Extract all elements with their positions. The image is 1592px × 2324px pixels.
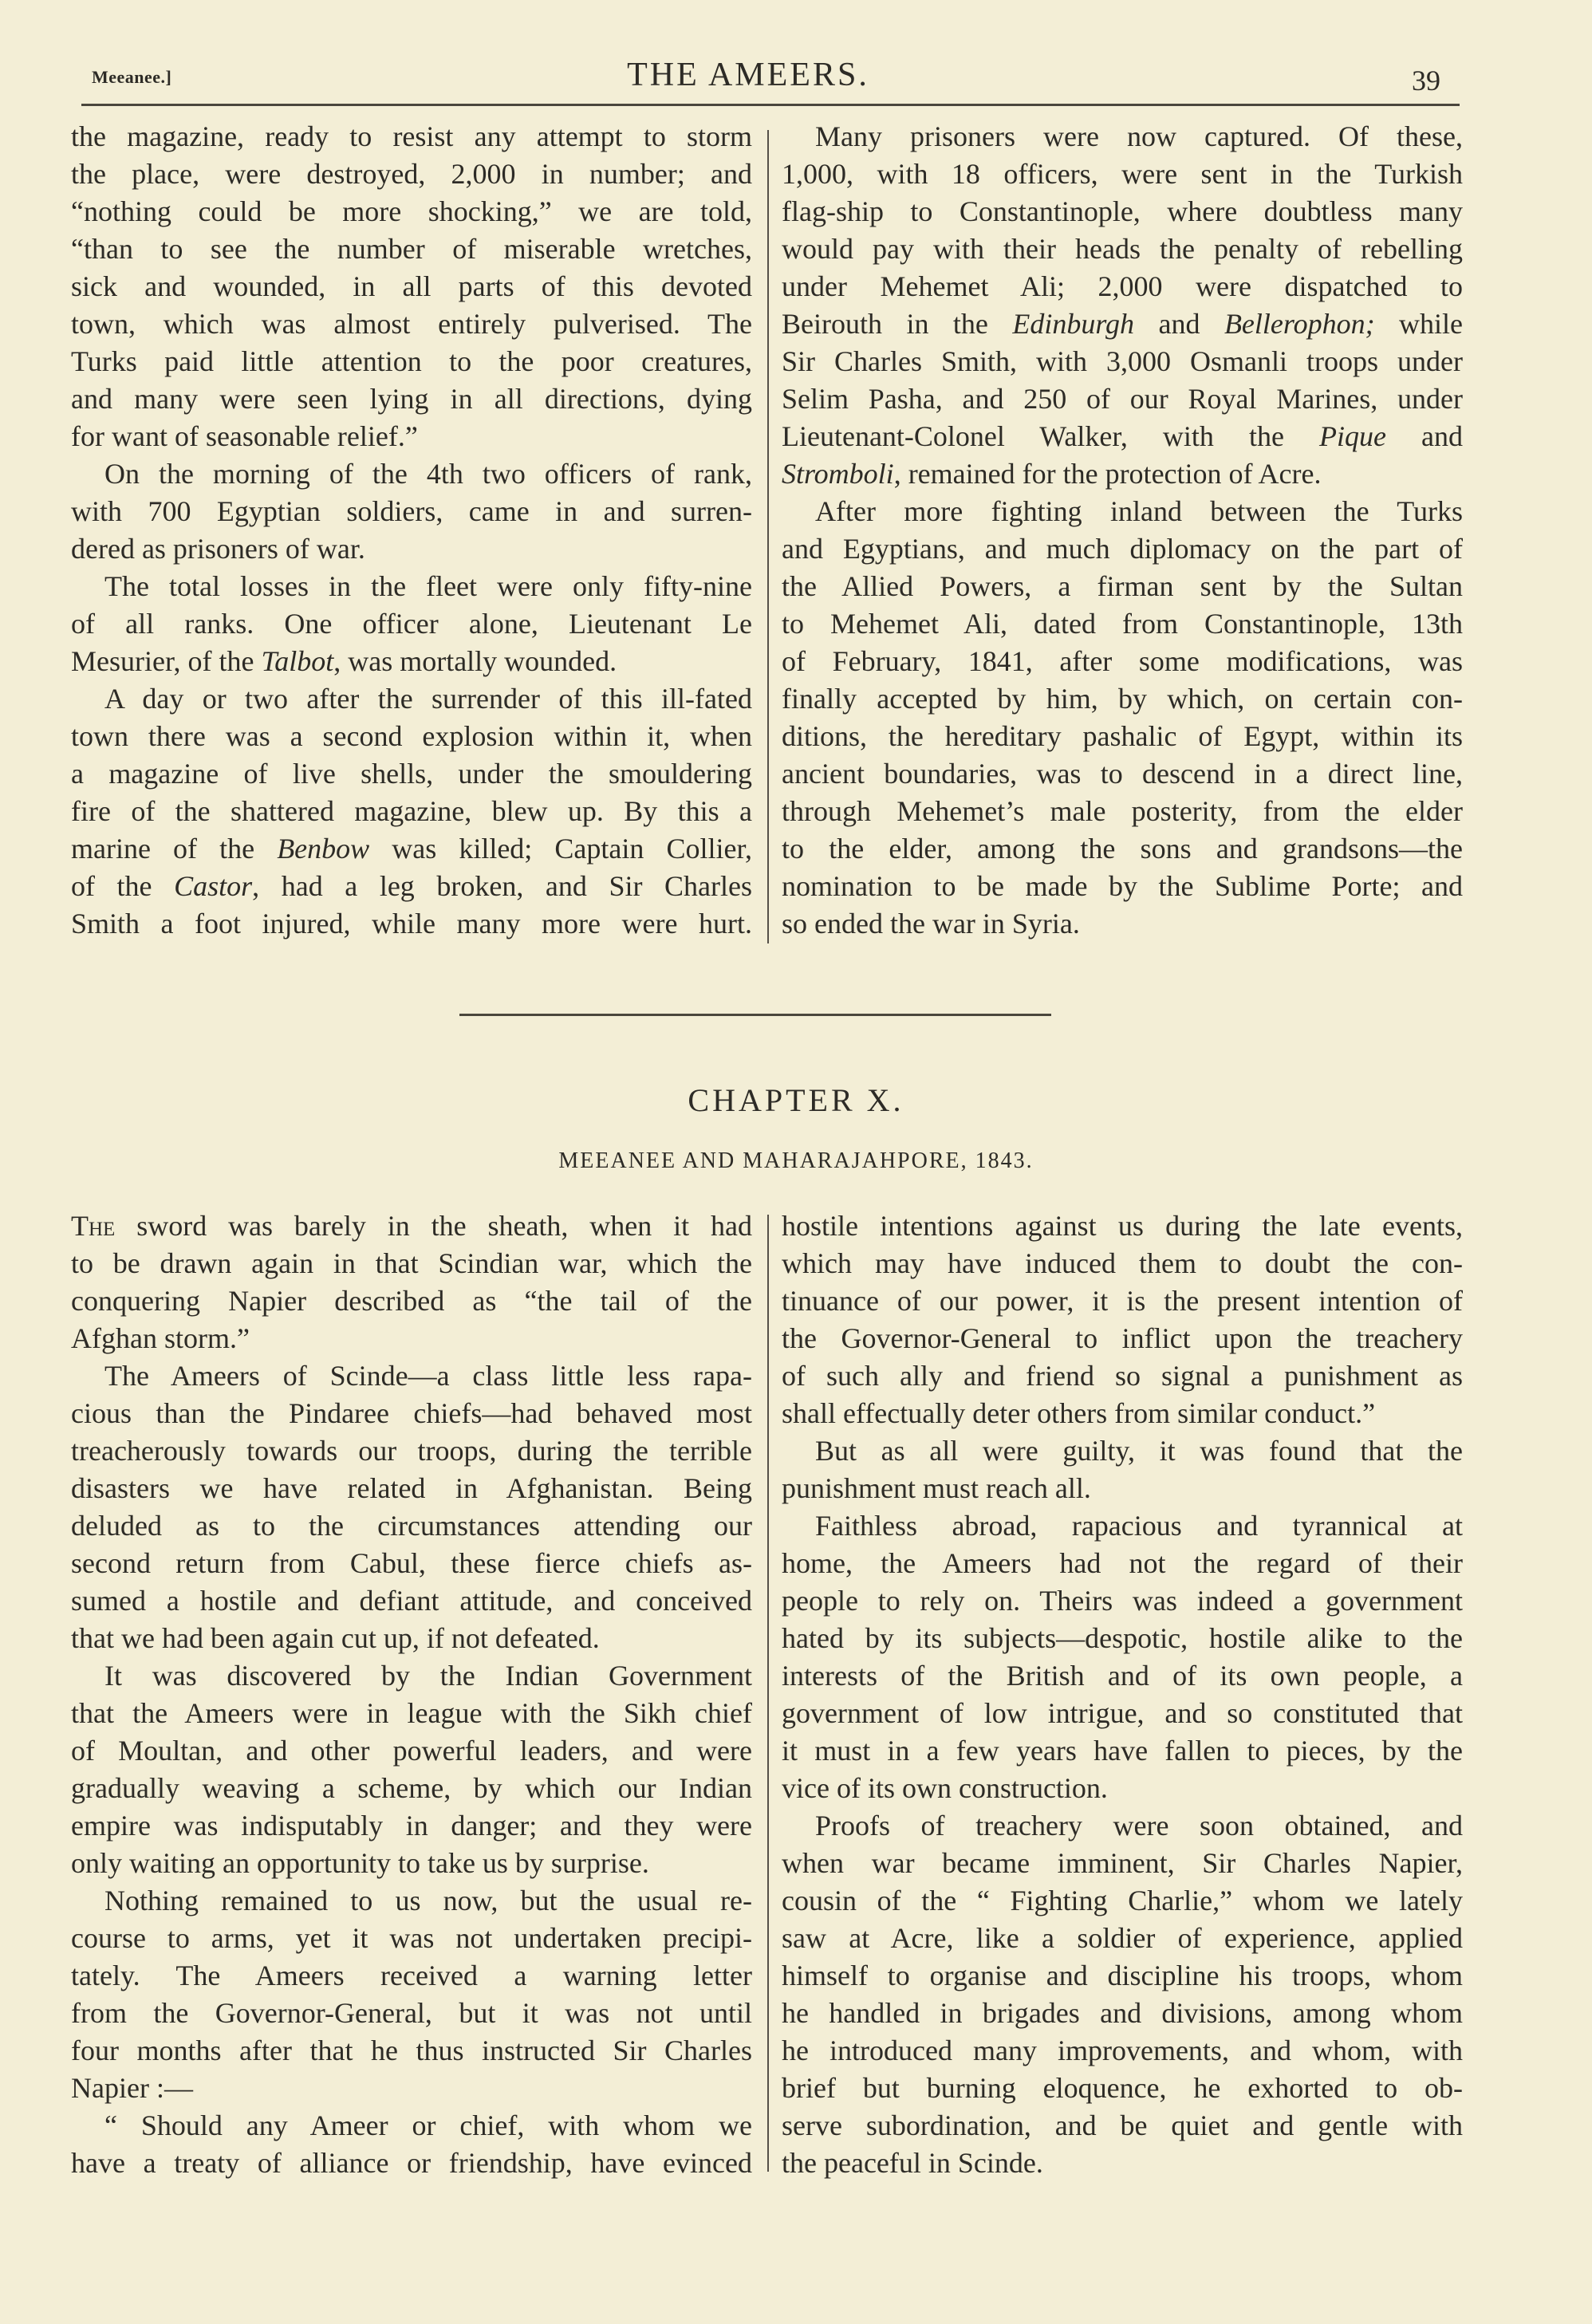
column-divider: [767, 130, 769, 943]
text-line: Beirouth in the Edinburgh and Bellerophon; while: [782, 308, 1464, 340]
text-line: of the Castor, had a leg broken, and Sir Charles: [71, 870, 752, 902]
text-line: of such ally and friend so signal a punishment as: [782, 1360, 1463, 1392]
text-line: Nothing remained to us now, but the usual re-: [104, 1885, 752, 1916]
text-line: Afghan storm.”: [71, 1322, 250, 1354]
text-line: course to arms, yet it was not undertaken precipi-: [71, 1922, 752, 1954]
text-line: town there was a second explosion within it, when: [71, 720, 752, 752]
italic-title: Bellerophon;: [1224, 308, 1375, 340]
column-divider: [767, 1215, 769, 2172]
text-line: deluded as to the circumstances attending our: [71, 1510, 752, 1542]
text-line: that we had been again cut up, if not defeated.: [71, 1622, 600, 1654]
text-line: After more fighting inland between the Turks: [815, 495, 1463, 527]
text-line: nomination to be made by the Sublime Porte; and: [782, 870, 1463, 902]
text-line: government of low intrigue, and so constituted that: [782, 1697, 1463, 1729]
italic-title: Stromboli: [782, 458, 894, 490]
text-line: four months after that he thus instructed Sir Charles: [71, 2034, 752, 2066]
text-line: “than to see the number of miserable wretches,: [71, 233, 752, 265]
text-line: gradually weaving a scheme, by which our Indian: [71, 1772, 752, 1804]
text-line: would pay with their heads the penalty of rebelling: [782, 233, 1463, 265]
top-right-column: [782, 118, 1463, 943]
text-line: The total losses in the fleet were only fifty-nine: [104, 570, 752, 602]
italic-title: Castor: [174, 870, 253, 902]
text-line: finally accepted by him, by which, on certain con-: [782, 683, 1463, 715]
text-line: cousin of the “ Fighting Charlie,” whom we lately: [782, 1885, 1463, 1916]
text-line: empire was indisputably in danger; and they were: [71, 1810, 752, 1841]
text-line: so ended the war in Syria.: [782, 908, 1080, 939]
italic-title: Pique: [1319, 420, 1386, 452]
text-line: hated by its subjects—despotic, hostile alike to the: [782, 1622, 1463, 1654]
text-line: when war became imminent, Sir Charles Napier,: [782, 1847, 1463, 1879]
text-line: for want of seasonable relief.”: [71, 420, 418, 452]
text-line: the Allied Powers, a firman sent by the Sultan: [782, 570, 1463, 602]
text-line: the magazine, ready to resist any attempt to storm: [71, 120, 752, 152]
text-line: disasters we have related in Afghanistan. Being: [71, 1472, 752, 1504]
text-line: which may have induced them to doubt the con-: [782, 1247, 1463, 1279]
text-line: The Ameers of Scinde—a class little less rapa-: [104, 1360, 752, 1392]
text-line: vice of its own construction.: [782, 1772, 1108, 1804]
text-line: under Mehemet Ali; 2,000 were dispatched to: [782, 270, 1463, 302]
running-head-title: THE AMEERS.: [627, 57, 869, 93]
text-line: of February, 1841, after some modifications, was: [782, 645, 1463, 677]
text-line: flag-ship to Constantinople, where doubtless many: [782, 195, 1463, 227]
text-line: that the Ameers were in league with the Sikh chief: [71, 1697, 752, 1729]
text-line: conquering Napier described as “the tail of the: [71, 1285, 752, 1317]
text-line: sumed a hostile and defiant attitude, and conceived: [71, 1585, 752, 1617]
small-caps-opening: The: [71, 1210, 116, 1242]
text-line: home, the Ameers had not the regard of their: [782, 1547, 1463, 1579]
text-line: Selim Pasha, and 250 of our Royal Marines, under: [782, 383, 1463, 415]
text-line: sick and wounded, in all parts of this devoted: [71, 270, 752, 302]
text-line: shall effectually deter others from similar conduct.”: [782, 1397, 1376, 1429]
text-line: 1,000, with 18 officers, were sent in the Turkish: [782, 158, 1463, 190]
text-line: Faithless abroad, rapacious and tyrannical at: [815, 1510, 1463, 1542]
text-line: interests of the British and of its own people, a: [782, 1660, 1463, 1692]
text-line: through Mehemet’s male posterity, from the elder: [782, 795, 1463, 827]
text-line: serve subordination, and be quiet and gentle with: [782, 2109, 1463, 2141]
text-line: Lieutenant-Colonel Walker, with the Pique and: [782, 420, 1463, 452]
text-line: tinuance of our power, it is the present intention of: [782, 1285, 1463, 1317]
text-line: from the Governor-General, but it was not until: [71, 1997, 752, 2029]
running-head-section: Meeanee.]: [92, 67, 172, 87]
text-line: Smith a foot injured, while many more were hurt.: [71, 908, 752, 939]
text-line: Sir Charles Smith, with 3,000 Osmanli troops under: [782, 345, 1463, 377]
text-line: the place, were destroyed, 2,000 in number; and: [71, 158, 752, 190]
text-line: himself to organise and discipline his troops, whom: [782, 1960, 1463, 1991]
text-line: hostile intentions against us during the late events,: [782, 1210, 1463, 1242]
text-line: ditions, the hereditary pashalic of Egypt, within its: [782, 720, 1463, 752]
italic-title: Talbot: [261, 645, 334, 677]
text-line: of all ranks. One officer alone, Lieutenant Le: [71, 608, 752, 640]
text-line: A day or two after the surrender of this ill-fated: [104, 683, 752, 715]
text-line: a magazine of live shells, under the smouldering: [71, 758, 752, 790]
text-line: Stromboli, remained for the protection of Acre.: [782, 458, 1322, 490]
chapter-heading: CHAPTER X.: [688, 1082, 904, 1118]
text-line: he handled in brigades and divisions, among whom: [782, 1997, 1463, 2029]
text-line: ancient boundaries, was to descend in a direct line,: [782, 758, 1463, 790]
text-line: Mesurier, of the Talbot, was mortally wounded.: [71, 645, 617, 677]
italic-title: Benbow: [277, 833, 370, 865]
text-line: cious than the Pindaree chiefs—had behaved most: [71, 1397, 752, 1429]
text-line: the peaceful in Scinde.: [782, 2147, 1043, 2179]
text-line: second return from Cabul, these fierce chiefs as-: [71, 1547, 752, 1579]
text-line: fire of the shattered magazine, blew up. By this a: [71, 795, 752, 827]
text-line: saw at Acre, like a soldier of experience, applied: [782, 1922, 1463, 1954]
header-rule: [81, 104, 1460, 106]
text-line: it must in a few years have fallen to pieces, by the: [782, 1735, 1463, 1767]
text-line: only waiting an opportunity to take us by surprise.: [71, 1847, 649, 1879]
text-line: to Mehemet Ali, dated from Constantinople, 13th: [782, 608, 1463, 640]
bottom-left-column: [71, 1207, 752, 2182]
bottom-right-column: [782, 1207, 1463, 2182]
text-line: to be drawn again in that Scindian war, which the: [71, 1247, 752, 1279]
text-line: have a treaty of alliance or friendship, have evinced: [71, 2147, 752, 2179]
text-line: punishment must reach all.: [782, 1472, 1091, 1504]
text-line: Napier :—: [71, 2072, 193, 2104]
text-line: Proofs of treachery were soon obtained, and: [815, 1810, 1463, 1841]
text-line: The sword was barely in the sheath, when it had: [71, 1210, 752, 1242]
text-line: Turks paid little attention to the poor creatures,: [71, 345, 752, 377]
text-line: and Egyptians, and much diplomacy on the part of: [782, 533, 1463, 565]
text-line: brief but burning eloquence, he exhorted to ob-: [782, 2072, 1463, 2104]
text-line: But as all were guilty, it was found that the: [815, 1435, 1463, 1467]
text-line: town, which was almost entirely pulverised. The: [71, 308, 752, 340]
italic-title: Edinburgh: [1012, 308, 1135, 340]
text-line: tately. The Ameers received a warning letter: [71, 1960, 752, 1991]
text-line: treacherously towards our troops, during the terrible: [71, 1435, 752, 1467]
text-line: people to rely on. Theirs was indeed a government: [782, 1585, 1463, 1617]
text-line: On the morning of the 4th two officers of rank,: [104, 458, 752, 490]
section-rule: [459, 1014, 1051, 1016]
text-line: with 700 Egyptian soldiers, came in and surren-: [71, 495, 752, 527]
text-line: marine of the Benbow was killed; Captain Collier,: [71, 833, 752, 865]
text-line: Many prisoners were now captured. Of these,: [815, 120, 1463, 152]
top-left-column: [71, 118, 752, 943]
text-line: dered as prisoners of war.: [71, 533, 365, 565]
page-number: 39: [1412, 65, 1440, 97]
text-line: and many were seen lying in all directions, dying: [71, 383, 752, 415]
text-line: of Moultan, and other powerful leaders, and were: [71, 1735, 752, 1767]
text-line: “ Should any Ameer or chief, with whom we: [104, 2109, 752, 2141]
text-line: to the elder, among the sons and grandsons—the: [782, 833, 1463, 865]
text-line: the Governor-General to inflict upon the treachery: [782, 1322, 1463, 1354]
text-line: he introduced many improvements, and whom, with: [782, 2034, 1463, 2066]
text-line: It was discovered by the Indian Government: [104, 1660, 752, 1692]
text-line: “nothing could be more shocking,” we are told,: [71, 195, 752, 227]
chapter-subtitle: MEEANEE AND MAHARAJAHPORE, 1843.: [558, 1148, 1034, 1173]
